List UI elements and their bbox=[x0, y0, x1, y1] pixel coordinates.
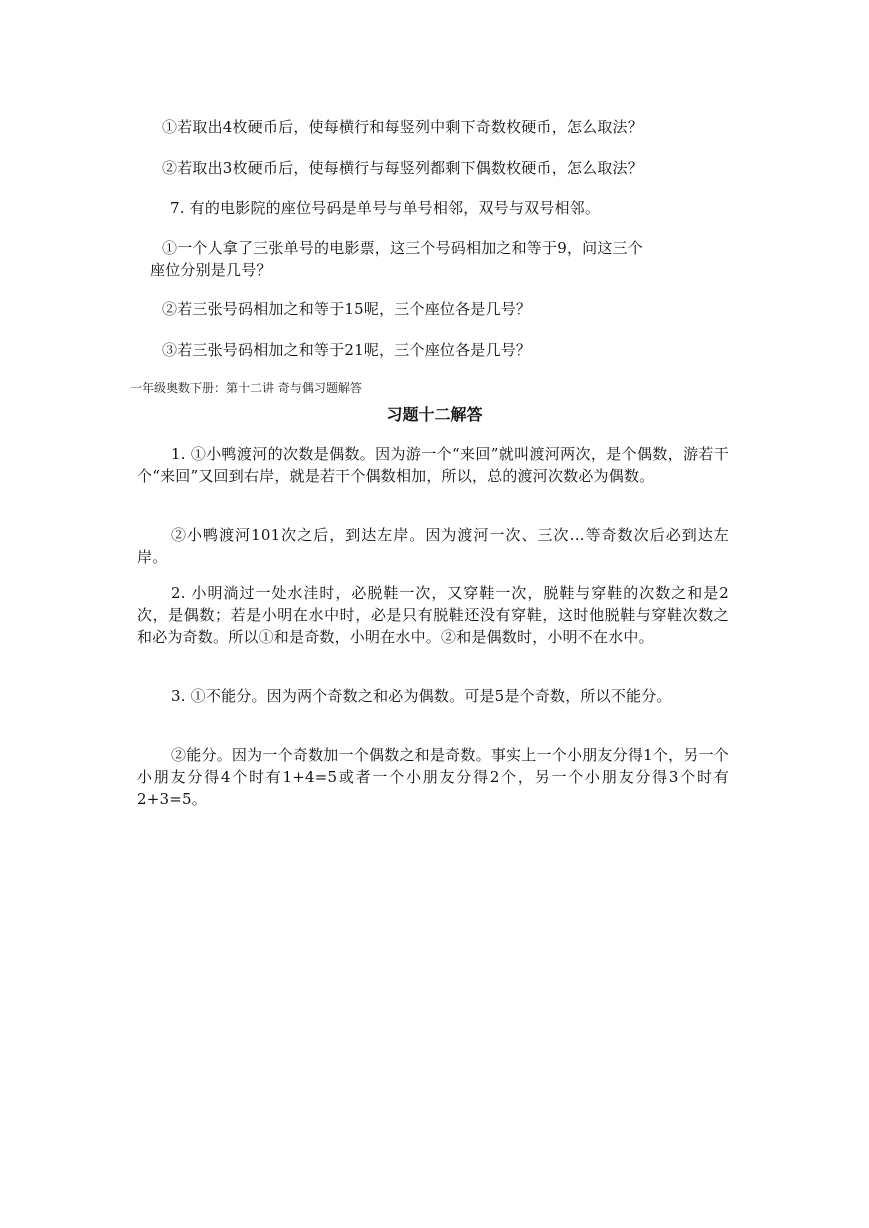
answer-1-part-1: 1. ①小鸭渡河的次数是偶数。因为游一个“来回”就叫渡河两次，是个偶数，游若干个“来回”又回到右岸，就是若干个偶数相加，所以，总的渡河次数必为偶数。 bbox=[137, 445, 729, 485]
question-7-part-1-line-2: 座位分别是几号？ bbox=[150, 261, 272, 279]
question-7-part-2: ②若三张号码相加之和等于15呢，三个座位各是几号？ bbox=[162, 300, 532, 318]
answer-1-part-2: ②小鸭渡河101次之后，到达左岸。因为渡河一次、三次…等奇数次后必到达左岸。 bbox=[137, 526, 729, 566]
question-6-part-2: ②若取出3枚硬币后，使每横行与每竖列都剩下偶数枚硬币，怎么取法？ bbox=[162, 159, 643, 177]
answer-3-part-2: ②能分。因为一个奇数加一个偶数之和是奇数。事实上一个小朋友分得1个，另一个小朋友分得4个时有1+4=5或者一个小朋友分得2个，另一个小朋友分得3个时有2+3=5。 bbox=[137, 746, 729, 808]
answers-title: 习题十二解答 bbox=[386, 405, 483, 424]
question-7-title: 7. 有的电影院的座位号码是单号与单号相邻，双号与双号相邻。 bbox=[170, 199, 601, 217]
answer-2: 2. 小明淌过一处水洼时，必脱鞋一次，又穿鞋一次，脱鞋与穿鞋的次数之和是2次，是偶数；若是小明在水中时，必是只有脱鞋还没有穿鞋，这时他脱鞋与穿鞋次数之和必为奇数。所以①和是奇数，小明在水中。②和是偶数时，小明不在水中。 bbox=[137, 584, 729, 646]
question-7-part-1-line-1: ①一个人拿了三张单号的电影票，这三个号码相加之和等于9，问这三个 bbox=[162, 239, 643, 257]
header-note: 一年级奥数下册：第十二讲 奇与偶习题解答 bbox=[130, 381, 362, 395]
answer-3-part-1: 3. ①不能分。因为两个奇数之和必为偶数。可是5是个奇数，所以不能分。 bbox=[171, 687, 672, 705]
question-6-part-1: ①若取出4枚硬币后，使每横行和每竖列中剩下奇数枚硬币，怎么取法？ bbox=[162, 118, 643, 136]
question-7-part-3: ③若三张号码相加之和等于21呢，三个座位各是几号？ bbox=[162, 341, 532, 359]
